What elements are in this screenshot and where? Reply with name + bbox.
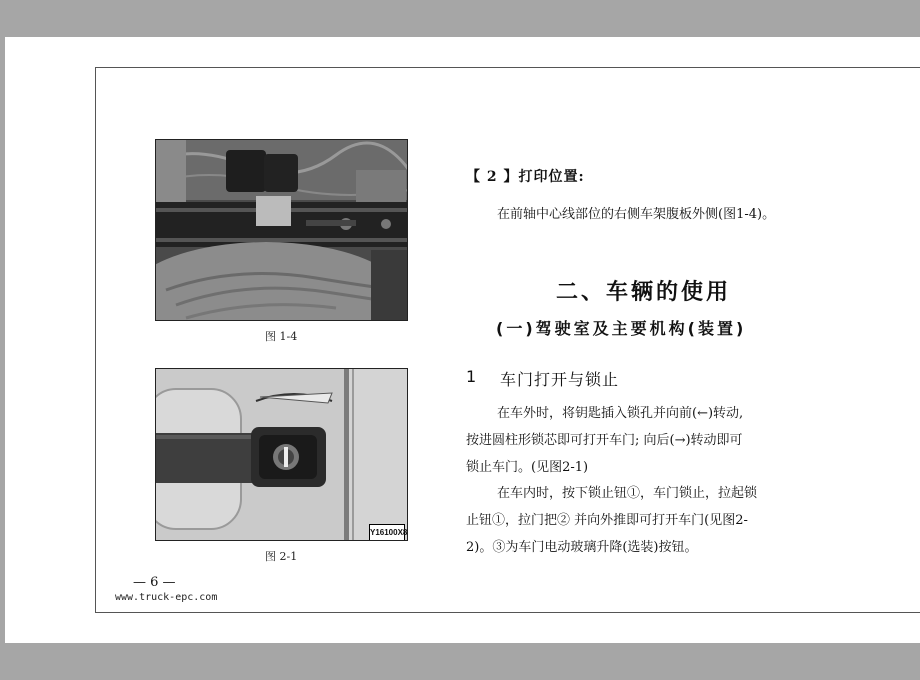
paragraph-2-line-1: 在车内时，按下锁止钮①，车门锁止，拉起锁 bbox=[497, 486, 758, 501]
figure-2-1-caption: 图 2-1 bbox=[265, 550, 298, 563]
page-number: — 6 — bbox=[133, 575, 176, 590]
section-title: 车门打开与锁止 bbox=[500, 370, 620, 389]
paragraph-2-line-2: 止钮①，拉门把② 并向外推即可打开车门(见图2- bbox=[466, 513, 748, 528]
figure-1-4-caption: 图 1-4 bbox=[265, 330, 298, 343]
website-link[interactable]: www.truck-epc.com bbox=[115, 592, 218, 603]
chapter-subtitle: (一)驾驶室及主要机构(装置) bbox=[496, 319, 747, 338]
print-location-text: 在前轴中心线部位的右侧车架腹板外侧(图1-4)。 bbox=[497, 207, 776, 222]
figure-1-4-photo bbox=[155, 139, 408, 321]
paragraph-1-line-1: 在车外时，将钥匙插入锁孔并向前(←)转动, bbox=[497, 406, 744, 421]
print-location-heading: 【 2 】打印位置: bbox=[466, 169, 585, 185]
chapter-title: 二、车辆的使用 bbox=[556, 280, 732, 305]
figure-id-tag: Y16100X8 bbox=[369, 524, 405, 541]
paragraph-2-line-3: 2)。③为车门电动玻璃升降(选装)按钮。 bbox=[466, 540, 698, 555]
paragraph-1-line-3: 锁止车门。(见图2-1) bbox=[466, 460, 589, 475]
figure-2-1-photo bbox=[155, 368, 408, 541]
truck-frame-illustration bbox=[156, 140, 408, 321]
paragraph-1-line-2: 按进圆柱形锁芯即可打开车门; 向后(→)转动即可 bbox=[466, 433, 743, 448]
section-number: 1 bbox=[466, 367, 477, 386]
door-handle-illustration bbox=[156, 369, 408, 541]
